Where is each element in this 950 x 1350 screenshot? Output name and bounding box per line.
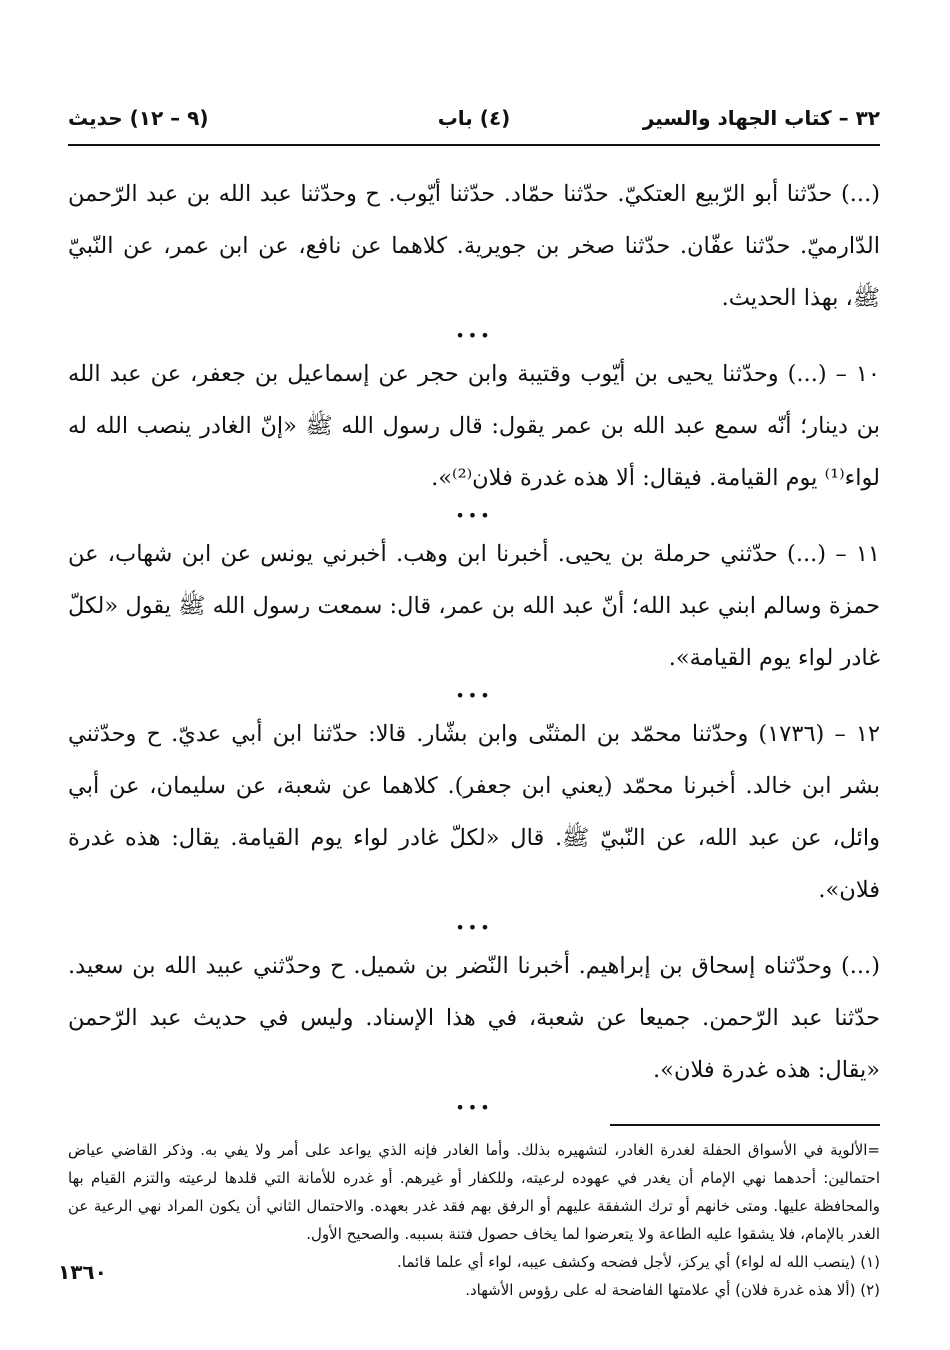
section-separator: ••• xyxy=(455,918,493,937)
page-number: ١٣٦٠ xyxy=(58,1260,107,1284)
hadith-paragraph: ١١ – (...) حدّثني حرملة بن يحيى. أخبرنا ابن وهب. أخبرني يونس عن ابن شهاب، عن حمزة وسالم ابني عبد الله؛ أنّ عبد الله بن عمر، قال: سمعت رسول الله ﷺ يقول «لكلّ غادر لواء يوم القيامة». xyxy=(68,541,880,671)
hadith-paragraph: (...) وحدّثناه إسحاق بن إبراهيم. أخبرنا النّضر بن شميل. ح وحدّثني عبيد الله بن سعيد. حدّثنا عبد الرّحمن. جميعا عن شعبة، في هذا الإسناد. وليس في حديث عبد الرّحمن «يقال: هذه غدرة فلان». xyxy=(68,953,880,1083)
section-separator: ••• xyxy=(455,686,493,705)
footnote-continuation: =الألوية في الأسواق الحفلة لغدرة الغادر، لتشهيره بذلك. وأما الغادر فإنه الذي يواعد على أمر ولا يفي به. وذكر القاضي عياض احتمالين: أحدهما نهي الإمام أن يغدر في عهوده لرعيته، وللكفار أو غيرهم. أو غدره للأمانة التي قلدها لرعيته والتزم القيام بها والمحافظة عليها. ومتى خانهم أو ترك الشفقة عليهم أو الرفق بهم فقد غدر بعهده. والاحتمال الثاني أن يكون المراد نهي الرعية عن الغدر بالإمام، فلا يشقوا عليه الطاعة ولا يتعرضوا لما يخاف حصول فتنة بسببه. والصحيح الأول. xyxy=(68,1141,880,1243)
book-page xyxy=(68,100,880,1304)
header-rule xyxy=(68,144,880,146)
footnote-1: (١) (ينصب الله له لواء) أي يركز، لأجل فضحه وكشف عيبه، لواء أي علما قائما. xyxy=(397,1253,880,1271)
footnote-2: (٢) (ألا هذه غدرة فلان) أي علامتها الفاضحة له على رؤوس الأشهاد. xyxy=(465,1281,880,1299)
section-separator: ••• xyxy=(455,1098,493,1117)
footnote-rule xyxy=(610,1124,880,1126)
section-separator: ••• xyxy=(455,326,493,345)
book-title: ٣٢ – كتاب الجهاد والسير xyxy=(642,106,880,130)
hadith-paragraph: ١٠ – (...) وحدّثنا يحيى بن أيّوب وقتيبة وابن حجر عن إسماعيل بن جعفر، عن عبد الله بن دينار؛ أنّه سمع عبد الله بن عمر يقول: قال رسول الله ﷺ «إنّ الغادر ينصب الله له لواء⁽¹⁾ يوم القيامة. فيقال: ألا هذه غدرة فلان⁽²⁾». xyxy=(68,361,880,491)
footnotes xyxy=(68,1136,880,1304)
section-separator: ••• xyxy=(455,506,493,525)
hadith-paragraph: (...) حدّثنا أبو الرّبيع العتكيّ. حدّثنا حمّاد. حدّثنا أيّوب. ح وحدّثنا عبد الله بن عبد الرّحمن الدّارميّ. حدّثنا عفّان. حدّثنا صخر بن جويرية. كلاهما عن نافع، عن ابن عمر، عن النّبيّ ﷺ، بهذا الحديث. xyxy=(68,181,880,311)
chapter-label: (٤) باب xyxy=(437,106,511,130)
hadith-paragraph: ١٢ – (١٧٣٦) وحدّثنا محمّد بن المثنّى وابن بشّار. قالا: حدّثنا ابن أبي عديّ. ح وحدّثني بشر ابن خالد. أخبرنا محمّد (يعني ابن جعفر). كلاهما عن شعبة، عن سليمان، عن أبي وائل، عن عبد الله، عن النّبيّ ﷺ. قال «لكلّ غادر لواء يوم القيامة. يقال: هذه غدرة فلان». xyxy=(68,721,880,903)
hadith-range: (٩ – ١٢) حديث xyxy=(68,106,209,130)
running-head xyxy=(68,100,880,140)
